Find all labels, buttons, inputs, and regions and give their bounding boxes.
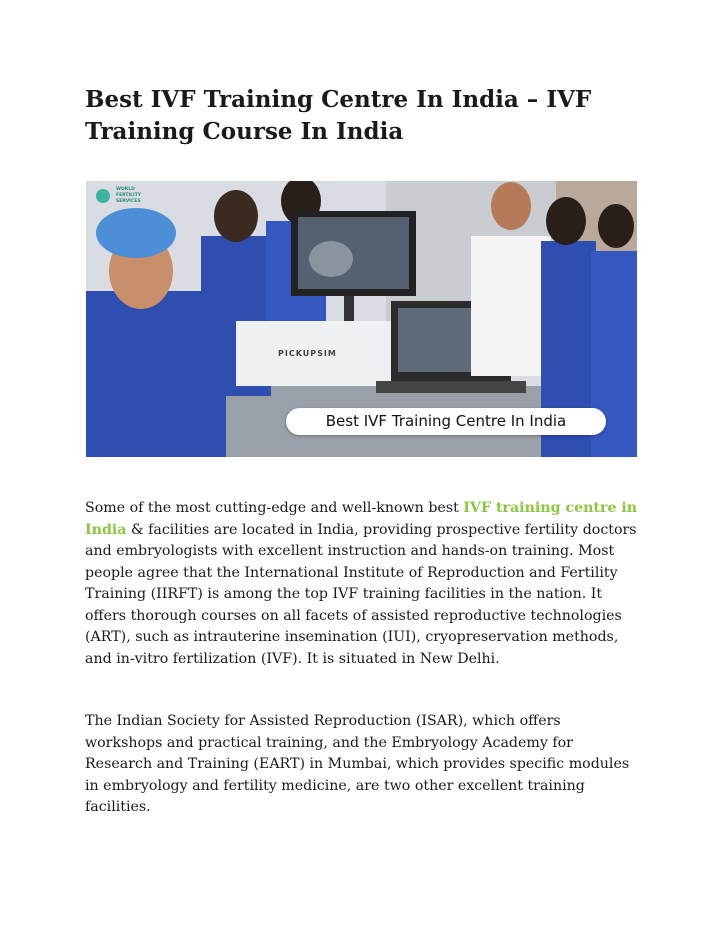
- paragraph-intro: [85, 498, 641, 670]
- clinic-logo-icon: [96, 189, 110, 203]
- page-title: Best IVF Training Centre In India – IVF Training Course In India: [85, 86, 592, 145]
- ivf-training-centre-link[interactable]: IVF training centre in India: [85, 500, 638, 538]
- clinic-logo: [94, 187, 156, 207]
- hero-image: [86, 181, 637, 457]
- paragraph-other-facilities: The Indian Society for Assisted Reproduction (ISAR), which offers workshops and practical training, and the Embryology Academy for Research and Training (EART) in Mumbai, which provides specific modules in embryology and fertility medicine, are two other excellent training facilities.: [85, 713, 630, 815]
- clinic-logo-text: WORLD FERTILITY SERVICES: [116, 187, 142, 204]
- hero-caption: Best IVF Training Centre In India: [286, 408, 606, 435]
- simulator-brand-text: PICKUPSIM: [278, 349, 337, 358]
- paragraph-intro-body: & facilities are located in India, providing prospective fertility doctors and embryologists with excellent instruction and hands-on training. Most people agree that the International Institute of Reproduction and Fertility Training (IIRFT) is among the top IVF training facilities in the nation. It offers thorough courses on all facets of assisted reproductive technologies (ART), such as intrauterine insemination (IUI), cryopreservation methods, and in-vitro fertilization (IVF). It is situated in New Delhi.: [85, 521, 637, 667]
- paragraph-intro-lead: Some of the most cutting-edge and well-known best: [85, 500, 464, 516]
